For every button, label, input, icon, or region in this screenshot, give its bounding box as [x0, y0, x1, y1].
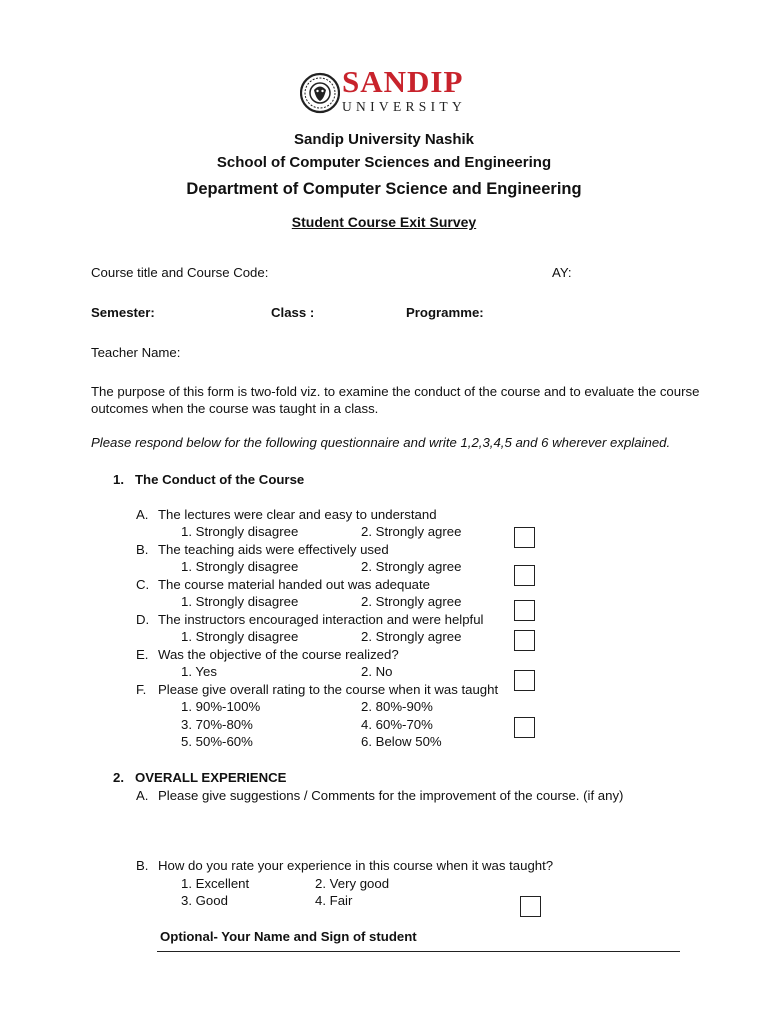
question-c-option-2: 2. Strongly agree: [361, 594, 462, 609]
question-2b-text: How do you rate your experience in this course when it was taught?: [158, 858, 554, 873]
question-d-answer-box[interactable]: [514, 630, 535, 651]
optional-signature-label: Optional- Your Name and Sign of student: [160, 929, 417, 944]
question-f-option-1: 1. 90%-100%: [181, 699, 261, 714]
question-a-answer-box[interactable]: [514, 527, 535, 548]
university-name: Sandip University Nashik: [293, 131, 475, 148]
teacher-name-label: Teacher Name:: [91, 345, 181, 360]
logo-wordmark: SANDIP: [342, 64, 464, 99]
question-a-option-2: 2. Strongly agree: [361, 524, 462, 539]
question-f-letter: F.: [136, 682, 147, 697]
intro-line-1: The purpose of this form is two-fold viz. to examine the conduct of the course and to evaluate the course: [91, 384, 700, 399]
question-a-letter: A.: [136, 507, 149, 522]
programme-label: Programme:: [406, 305, 484, 320]
page-title: Student Course Exit Survey: [291, 214, 477, 230]
lion-emblem-icon: [300, 69, 340, 117]
question-e-answer-box[interactable]: [514, 670, 535, 691]
instruction-text: Please respond below for the following questionnaire and write 1,2,3,4,5 and 6 wherever explained.: [91, 435, 671, 450]
question-e-letter: E.: [136, 647, 149, 662]
question-2b-letter: B.: [136, 858, 149, 873]
question-f-answer-box[interactable]: [514, 717, 535, 738]
department-name: Department of Computer Science and Engineering: [186, 180, 582, 198]
question-b-letter: B.: [136, 542, 149, 557]
question-b-text: The teaching aids were effectively used: [158, 542, 389, 557]
section-2-title: OVERALL EXPERIENCE: [135, 770, 287, 785]
question-d-letter: D.: [136, 612, 150, 627]
intro-line-2: outcomes when the course was taught in a class.: [91, 401, 379, 416]
question-2b-option-1: 1. Excellent: [181, 876, 250, 891]
question-e-option-2: 2. No: [361, 664, 393, 679]
section-1-title: The Conduct of the Course: [135, 472, 305, 487]
question-c-letter: C.: [136, 577, 150, 592]
class-label: Class :: [271, 305, 315, 320]
question-2a-letter: A.: [136, 788, 149, 803]
question-f-option-3: 3. 70%-80%: [181, 717, 253, 732]
question-2b-option-3: 3. Good: [181, 893, 228, 908]
question-f-text: Please give overall rating to the course when it was taught: [158, 682, 499, 697]
logo-subtitle: UNIVERSITY: [342, 99, 466, 114]
question-a-text: The lectures were clear and easy to understand: [158, 507, 437, 522]
ay-label: AY:: [552, 265, 572, 280]
school-name: School of Computer Sciences and Engineering: [216, 154, 552, 171]
question-f-option-6: 6. Below 50%: [361, 734, 442, 749]
section-1-number: 1.: [113, 472, 124, 487]
question-2b-option-2: 2. Very good: [315, 876, 390, 891]
question-d-option-2: 2. Strongly agree: [361, 629, 462, 644]
question-d-option-1: 1. Strongly disagree: [181, 629, 299, 644]
question-2b-option-4: 4. Fair: [315, 893, 353, 908]
question-2a-text: Please give suggestions / Comments for the improvement of the course. (if any): [158, 788, 624, 803]
question-2b-answer-box[interactable]: [520, 896, 541, 917]
question-b-option-2: 2. Strongly agree: [361, 559, 462, 574]
question-c-option-1: 1. Strongly disagree: [181, 594, 299, 609]
question-b-answer-box[interactable]: [514, 565, 535, 586]
question-b-option-1: 1. Strongly disagree: [181, 559, 299, 574]
question-c-text: The course material handed out was adequate: [158, 577, 430, 592]
question-c-answer-box[interactable]: [514, 600, 535, 621]
semester-label: Semester:: [91, 305, 155, 320]
question-f-option-4: 4. 60%-70%: [361, 717, 433, 732]
question-f-option-2: 2. 80%-90%: [361, 699, 433, 714]
course-title-label: Course title and Course Code:: [91, 265, 269, 280]
signature-line[interactable]: [157, 951, 680, 952]
question-d-text: The instructors encouraged interaction and were helpful: [158, 612, 484, 627]
section-2-number: 2.: [113, 770, 124, 785]
question-e-text: Was the objective of the course realized?: [158, 647, 399, 662]
question-e-option-1: 1. Yes: [181, 664, 217, 679]
question-a-option-1: 1. Strongly disagree: [181, 524, 299, 539]
question-f-option-5: 5. 50%-60%: [181, 734, 253, 749]
